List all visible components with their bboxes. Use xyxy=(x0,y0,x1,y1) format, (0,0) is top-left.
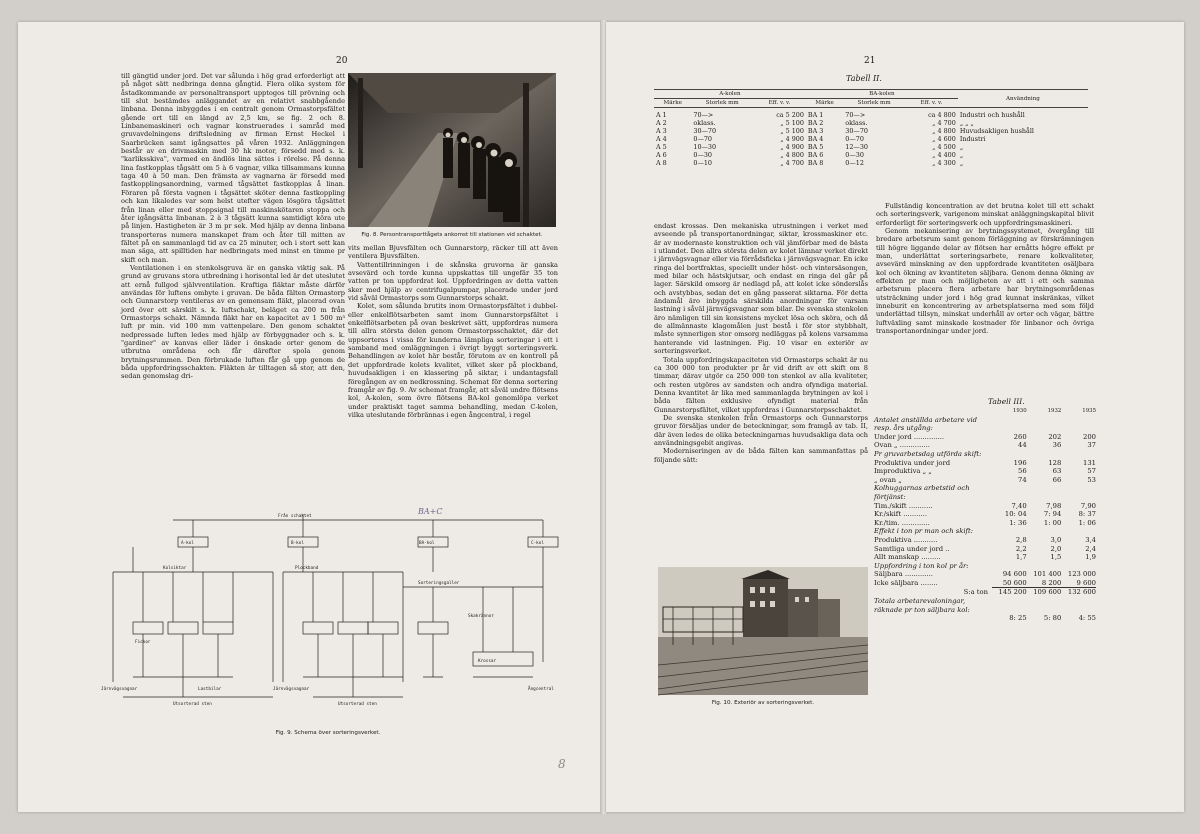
table3-row xyxy=(874,476,1096,485)
table3-value: 94 600 xyxy=(1002,570,1027,579)
table2-cell: BA 1 xyxy=(807,111,824,119)
table3-row xyxy=(874,588,1096,597)
table3-value: 145 200 xyxy=(992,588,1027,597)
table2-cell: ca 5 200 xyxy=(776,111,804,119)
table2-cell: „ 4 400 xyxy=(932,151,956,159)
table3-value: 101 400 xyxy=(1033,570,1062,579)
table3-value: 1: 06 xyxy=(1078,518,1096,527)
table2-cell: „ 5 100 xyxy=(780,127,804,135)
table3-row xyxy=(874,441,1096,450)
table3-value: 50 600 xyxy=(1002,578,1027,587)
page-number-left: 20 xyxy=(336,56,348,66)
schema-label-skakrannor: Skakrännor xyxy=(468,614,494,619)
table2-cell: „ 4 300 xyxy=(932,159,956,167)
table2-cell: BA 5 xyxy=(807,143,824,151)
table3-value: 8 200 xyxy=(1041,578,1062,587)
table3-value: 1,5 xyxy=(1050,553,1062,562)
table2-cell: „ 4 800 xyxy=(780,151,804,159)
table3-value: 63 xyxy=(1052,467,1062,476)
table3-row xyxy=(874,579,1096,588)
schema-label-sten-1: Utsorterad sten xyxy=(173,702,212,707)
table2-sub-header: Eff. v. v. xyxy=(753,99,806,108)
table3-value: 7,98 xyxy=(1046,501,1062,510)
table3-section-heading-row xyxy=(874,450,1096,459)
table2-cell: 0—70 xyxy=(845,135,864,143)
table2-cell: „ 4 800 xyxy=(932,127,956,135)
schema-handwritten-note: BA+C xyxy=(418,507,443,516)
table3-section-heading-row xyxy=(874,562,1096,571)
table3-value: 3,0 xyxy=(1050,535,1062,544)
table2-cell: oklass. xyxy=(693,119,716,127)
table3-section-heading: Antalet anställda arbetare vid resp. års utgång: xyxy=(874,415,978,433)
table2-cell: BA 3 xyxy=(807,127,824,135)
schema-label-siktar: Kolsiktar xyxy=(163,566,187,571)
table3-value: 260 xyxy=(1013,432,1027,441)
table3-value: 8: 25 xyxy=(1009,614,1027,623)
table2-cell: A 4 xyxy=(656,135,667,143)
schema-top-label: Från schaktet xyxy=(278,514,312,519)
table2-sub-header: Märke xyxy=(654,99,691,108)
page-pencil-mark: 8 xyxy=(558,757,566,771)
table2-title: Tabell II. xyxy=(846,74,882,83)
table2-cell: BA 2 xyxy=(807,119,824,127)
left-page xyxy=(18,22,602,812)
table3-row-label: Samtliga under jord .. xyxy=(874,544,950,553)
table3-row-label: Ovan „ .............. xyxy=(874,441,930,450)
table3-value: 7: 94 xyxy=(1043,510,1062,519)
table2-group-a: A-kolen xyxy=(654,90,806,99)
table3-value: 2,8 xyxy=(1015,535,1027,544)
table2-cell: 0—30 xyxy=(693,151,712,159)
table3-section-heading-row xyxy=(874,416,1096,433)
paragraph: De svenska stenkolen från Ormastorps och Gunnarstorps gruvor försäljas under de beteckningar, som framgå av tab. II, där även ledes de olika beteckningarnas huvudsakliga data och användningsgebit angivas. xyxy=(654,413,868,447)
paragraph: Vattentillrinningen i de skånska gruvorna är ganska avsevärd och torde kunna uppskattas till ungefär 35 ton vatten pr ton uppfordrat kol. Uppfordringen av detta vatten sker med hjälp av centrifugalpumpar, placerade under jord vid såväl Ormastorps som Gunnarstorps schakt. xyxy=(348,260,558,303)
table2-cell: Huvudsakligen hushåll xyxy=(959,127,1034,135)
table3-value: 7,40 xyxy=(1011,501,1027,510)
table3-row-label: Tim./skift ........... xyxy=(874,501,933,510)
table3-year: 1932 xyxy=(1047,408,1062,414)
table2-cell: ca 4 800 xyxy=(928,111,956,119)
table2-usage-header: Användning xyxy=(958,90,1088,108)
table2-sub-header: Eff. v. v. xyxy=(905,99,958,108)
table3-row xyxy=(874,510,1096,519)
table2-cell: 70—> xyxy=(693,111,714,119)
table2-cell: 30—70 xyxy=(693,127,717,135)
paragraph: Moderniseringen av de båda fälten kan sammanfattas på följande sätt: xyxy=(654,447,868,464)
table2-group-ba: BA-kolen xyxy=(806,90,958,99)
schema-label-ba: BA-kol xyxy=(419,541,435,546)
schema-label-jvg-2: Järnvägsvagnar xyxy=(273,687,310,692)
table2-cell: 0—70 xyxy=(693,135,712,143)
table2-cell: „ 4 500 xyxy=(932,143,956,151)
paragraph: Genom mekanisering av brytningssystemet, övergång till bredare arbetsrum samt genom förläggning av förskrämningen till högre liggande delar av flötsen har ernåtts högre effekt pr man, underlättat sorteringsarbete, renare kolkvaliteter, avsevärd minskning av den uppfordrade kvantiteten osäljbara kol och ökning av kvantiteten säljbara. Genom denna ökning av effekten pr man och möjligheten av att i ett och samma arbetsrum placera flera arbetare har brytningsområdenas utsträckning under jord i hög grad kunnat inskränkas, vilket inneburit en koncentrering av arbetsplatserna med som följd underlättad tillsyn, minskat underhåll av orter och vägar, bättre luftväxling samt minskade kostnader för linbanor och övriga transportanordningar under jord. xyxy=(876,227,1094,336)
right-column-1 xyxy=(654,222,868,464)
table2-cell: „ 4 700 xyxy=(780,159,804,167)
table3-value: 74 xyxy=(1018,475,1027,484)
table3-value: 202 xyxy=(1048,432,1062,441)
table2 xyxy=(654,89,1088,167)
schema-label-galler: Sorteringsgaller xyxy=(418,581,460,586)
table3-section-heading: Uppfordring i ton kol pr år: xyxy=(874,561,969,570)
page-number-right: 21 xyxy=(864,56,876,66)
table2-cell: BA 4 xyxy=(807,135,824,143)
table3-value: 1,7 xyxy=(1015,553,1027,562)
table3-value: 10: 04 xyxy=(1004,510,1027,519)
table3-section-heading: Pr gruvarbetsdag utförda skift: xyxy=(874,449,982,458)
table2-cell: „ xyxy=(959,143,964,151)
table3-value: 4: 55 xyxy=(1078,614,1096,623)
table3-value: 123 000 xyxy=(1067,570,1096,579)
table3-value: 131 xyxy=(1083,458,1096,467)
table3-section-heading: Effekt i ton pr man och skift: xyxy=(874,527,974,536)
table3-value: 5: 80 xyxy=(1043,614,1062,623)
table3-value: 2,0 xyxy=(1050,544,1062,553)
table3-value: 1,9 xyxy=(1085,553,1096,562)
table2-cell: A 1 xyxy=(656,111,667,119)
left-column-1 xyxy=(121,72,345,381)
fig10-photo xyxy=(658,567,868,695)
table2-cell: 0—12 xyxy=(845,159,864,167)
table2-cell: A 5 xyxy=(656,143,667,151)
table2-cell: BA 8 xyxy=(807,159,824,167)
left-column-2 xyxy=(348,244,558,419)
table2-cell: 10—30 xyxy=(693,143,717,151)
table2-cell: 0—10 xyxy=(693,159,712,167)
schema-label-fickor: Fickor xyxy=(135,640,151,645)
table2-cell: „ 5 100 xyxy=(780,119,804,127)
table2-cell: „ xyxy=(959,151,964,159)
table2-row xyxy=(654,151,1088,159)
table3-value: 8: 37 xyxy=(1078,510,1096,519)
paragraph: endast krossas. Den mekaniska utrustningen i verket med avseende på transportanordningar, siktar, krossmaskiner etc. är av modernaste konstruktion och väl jämförbar med de bästa i utlandet. Den allra största delen av kolet lämnar verket direkt i järnvägsvagnar eller via förrådsficka i järnvägsvagnar. En icke ringa del bortfraktas, speciellt under höst- och vintersäsongen, med bilar och hästskjutsar, och endast en ringa del går på lager. Särskild omsorg är nedlagd på, att kolet icke sönderslås och avstybbas, sedan det en gång passerat siktarna. För detta ändamål äro inbyggda särskilda anordningar för varsam lastning i såväl järnvägsvagnar som bilar. De svenska stenkolen äro nämligen till sin konsistens mycket lösa och sköra, och då de allmännaste klagomålen just bestå i för stor stybbhalt, måste synnerligen stor omsorg nedläggas på kolens varsamma hanterande vid lastningen. Fig. 10 visar en exteriör av sorteringsverket. xyxy=(654,222,869,356)
table3-value: 128 xyxy=(1048,458,1062,467)
table2-cell: BA 6 xyxy=(807,151,824,159)
table2-cell: Industri xyxy=(959,135,986,143)
table2-cell: „ 4 900 xyxy=(780,135,804,143)
table2-row xyxy=(654,127,1088,135)
paragraph: Ventilationen i en stenkolsgruva är en ganska viktig sak. På grund av gruvans stora utbredning i horisontal led är det uteslutet att ernå fullgod självventilation. Kraftiga fläktar måste därför användas för luftens ombyte i gruvan. De båda fälten Ormastorp och Gunnarstorp ventileras av en gemensam fläkt, placerad ovan jord över ett särskilt s. k. luftschakt, beläget ca 200 m från Ormastorps schakt. Nämnda fläkt har en kapacitet av 1 500 m³ luft pr min. vid 100 mm vattenpelare. Den genom schaktet nedpressade luften ledes med hjälp av förbyggnader och s. k. "gardiner" av kanvas eller läder i önskade orter genom de utbrutna områdena och får därefter spola genom brytningsrummen. Den förbrukade luften får gå upp genom de båda uppfordringsschakten. Fläkten är tilltagen så stor, att den, sedan genomslag dri- xyxy=(121,263,345,381)
table3-value: 44 xyxy=(1018,441,1027,450)
table2-cell: 30—70 xyxy=(845,127,868,135)
table3-row-label: S:a ton xyxy=(963,588,988,597)
table3-row xyxy=(874,433,1096,442)
table3-section-heading-row xyxy=(874,527,1096,536)
table3-label-cell xyxy=(874,407,992,416)
table2-cell: 12—30 xyxy=(845,143,868,151)
paragraph: Kolet, som sålunda brutits inom Ormastorpsfältet i dubbel- eller enkelflötsarbeten samt inom Gunnarstorpsfältet i enkelflötsarbeten på ovan beskrivet sätt, uppfordras numera till allra största delen genom Ormastorpsschaktet, där det uppsorteras i vissa för kunderna lämpliga sorteringar i ett i samband med omläggningen i övrigt byggt sorteringsverk. Behandlingen av kolet här består, förutom av en kontroll på det uppfordrade kolets kvalitet, vilket sker på plockband, huvudsakligen i en klassering på siktar, i undantagsfall föregången av en nedkrossning. Schemat för denna sortering framgår av fig. 9. Av schemat framgår, att såväl undre flötsens kol, A-kolen, som övre flötsens BA-kol genomlöpa verket under praktiskt taget samma behandling, medan C-kolen, vilka uteslutande förbrännas i egen ångcentral, i regel xyxy=(348,302,558,419)
table3-year: 1930 xyxy=(1012,408,1027,414)
schema-label-jvg-1: Järnvägsvagnar xyxy=(101,687,138,692)
table3-value: 109 600 xyxy=(1027,588,1062,597)
table3-row-label: Produktiva ........... xyxy=(874,535,938,544)
table2-cell: A 6 xyxy=(656,151,667,159)
table3-row xyxy=(874,519,1096,528)
table3 xyxy=(874,407,1096,623)
table3-row-label xyxy=(874,614,992,623)
schema-label-c: C-kol xyxy=(531,541,544,546)
table2-cell: „ 4 600 xyxy=(932,135,956,143)
table3-row xyxy=(874,553,1096,562)
right-column-2 xyxy=(876,202,1094,336)
table3-year: 1935 xyxy=(1082,408,1096,414)
table2-row xyxy=(654,135,1088,143)
fig9-schema xyxy=(73,507,583,727)
table3-value: 37 xyxy=(1087,441,1096,450)
table3-value: 1: 36 xyxy=(1009,518,1027,527)
table3-row-label: Kr./tim. ............. xyxy=(874,518,930,527)
table3-value: 2,2 xyxy=(1015,544,1027,553)
table3-value: 36 xyxy=(1052,441,1062,450)
table3-row xyxy=(874,545,1096,554)
schema-label-sten-2: Utsorterad sten xyxy=(338,702,377,707)
table3-value: 53 xyxy=(1087,475,1096,484)
table3-row xyxy=(874,502,1096,511)
schema-label-krossar: Krossar xyxy=(478,659,497,664)
table3-year-row xyxy=(874,407,1096,416)
table3-row-label: Improduktiva „ „ xyxy=(874,467,932,476)
table3-row xyxy=(874,614,1096,623)
table2-cell: „ „ „ xyxy=(959,119,974,127)
table3-row xyxy=(874,570,1096,579)
table2-cell: „ 4 900 xyxy=(780,143,804,151)
table2-sub-header: Märke xyxy=(806,99,843,108)
table3-section-heading-row xyxy=(874,484,1096,501)
schema-label-lastbil: Lastbilar xyxy=(198,687,222,692)
table2-cell: A 2 xyxy=(656,119,667,127)
schema-label-b: B-kol xyxy=(291,541,304,546)
table2-cell: Industri och hushåll xyxy=(959,111,1025,119)
paragraph: Fullständig koncentration av det brutna kolet till ett schakt och sorteringsverk, varigenom minskat anläggningskapital blivit erforderligt för sorteringsverk och uppfordringsmaskineri. xyxy=(876,202,1094,227)
table2-cell: 0—30 xyxy=(845,151,864,159)
table2-cell: A 3 xyxy=(656,127,667,135)
table3-value: 56 xyxy=(1018,467,1027,476)
table3-row-label: „ ovan „ xyxy=(874,475,902,484)
table2-row xyxy=(654,159,1088,167)
table3-row xyxy=(874,467,1096,476)
table3-row-label: Allt manskap ......... xyxy=(874,553,941,562)
table3-value: 2,4 xyxy=(1085,544,1096,553)
table2-cell: oklass. xyxy=(845,119,868,127)
table3-row-label: Under jord .............. xyxy=(874,432,945,441)
table3-row-label: Kr./skift ........... xyxy=(874,510,927,519)
table3-value: 7,90 xyxy=(1080,501,1096,510)
table2-cell: A 8 xyxy=(656,159,667,167)
paragraph: till gängtid under jord. Det var sålunda i hög grad erforderligt att på något sätt nedbringa denna gångtid. Flera olika system för åstadkommande av personaltransport upptogos till prövning och till slut bestämdes anläggandet av en relativt snabbgående linbana. Denna inbyggdes i en centralt genom Ormastorpsfältet gående ort till en längd av 2,5 km, se fig. 2 och 8. Linbanemaskineri och vagnar konstruerades i samråd med gruvavdelningens driftsledning av firman Ernst Heckel i Saarbrücken samt igångsattes på våren 1932. Anläggningen består av en drivmaskin med 30 hk motor, försedd med s. k. "karliksskiva", varmed en ändlös lina sättes i rörelse. På denna lina fastkopplas tågsätt om 5 à 6 vagnar, vilka tillsammans kunna taga 40 à 50 man. Den främsta av vagnarna är försedd med fastkopplingsanordning, varmed tågsättet fastkopplas å linan. Föraren på första vagnen i tågsättet sköter denna fastkoppling och kan likaledes var som helst utefter vägen lösgöra tågsättet från linan eller med stoppsignal till maskinskötaren stoppa och åter igångsätta linbanan. 2 à 3 tågsätt kunna samtidigt köra ute på linjen. Hastigheten är 3 m pr sek. Med hjälp av denna linbana transporteras numera manskapet fram och åter till mitten av fältet på en sammanlagd tid av ca 25 minuter, och i stort sett kan man säga, att spilltiden har nedbringats med minst en timme pr skift och man. xyxy=(121,72,345,264)
table3-row xyxy=(874,459,1096,468)
table3-value: 196 xyxy=(1013,458,1027,467)
paragraph: Totala uppfordringskapaciteten vid Ormastorps schakt är nu ca 300 000 ton produkter pr år vid drift av ett skift om 8 timmar, därav utgör ca 250 000 ton stenkol av alla kvaliteter, och resten utgöres av sandsten och andra ofyndiga material. Denna kvantitet är lika med sammanlagda brytningen av kol i båda fälten exklusive ofyndigt material från Gunnarstorpsfältet, vilket uppfordras i Gunnarstorpsschaktet. xyxy=(654,355,868,414)
fig9-caption: Fig. 9. Schema över sorteringsverket. xyxy=(275,730,381,736)
table3-row-label: Produktiva under jord xyxy=(874,458,951,467)
table2-row xyxy=(654,119,1088,127)
right-page xyxy=(606,22,1184,812)
table3-value: 1: 00 xyxy=(1043,518,1062,527)
paragraph: vits mellan Bjuvsfälten och Gunnarstorp, räcker till att även ventilera Bjuvsfälten. xyxy=(348,244,558,261)
table3-value: 3,4 xyxy=(1085,535,1096,544)
table3-row-label: Icke säljbara ........ xyxy=(874,579,938,588)
table2-row xyxy=(654,108,1088,120)
table2-row xyxy=(654,143,1088,151)
table2-cell: „ xyxy=(959,159,964,167)
schema-label-a: A-kol xyxy=(181,541,194,546)
table2-sub-header: Storlek mm xyxy=(843,99,905,108)
table3-section-heading: Kolhuggarnas arbetstid och förtjänst: xyxy=(874,484,970,501)
table3-value: 200 xyxy=(1083,432,1096,441)
fig8-caption: Fig. 8. Persontransporttågets ankomst till stationen vid schaktet. xyxy=(361,232,543,238)
table3-section-heading-row xyxy=(874,597,1096,614)
schema-label-angcentral: Ångcentral xyxy=(528,687,554,692)
table2-sub-header: Storlek mm xyxy=(691,99,753,108)
table3-value: 66 xyxy=(1052,475,1062,484)
table3-value: 9 600 xyxy=(1076,578,1096,587)
fig8-photo xyxy=(348,73,556,227)
table3-row-label: Säljbara ............. xyxy=(874,570,933,579)
table2-cell: „ 4 700 xyxy=(932,119,956,127)
fig10-caption: Fig. 10. Exteriör av sorteringsverket. xyxy=(711,700,815,706)
table3-value: 57 xyxy=(1087,467,1096,476)
table3-title: Tabell III. xyxy=(988,397,1025,406)
schema-label-plockband: Plockband xyxy=(295,566,319,571)
table2-cell: 70—> xyxy=(845,111,866,119)
table3-row xyxy=(874,536,1096,545)
table3-value: 132 600 xyxy=(1061,588,1096,597)
table3-section-heading: Totala arbetarevaloningar, räknade pr ton säljbara kol: xyxy=(874,597,970,614)
